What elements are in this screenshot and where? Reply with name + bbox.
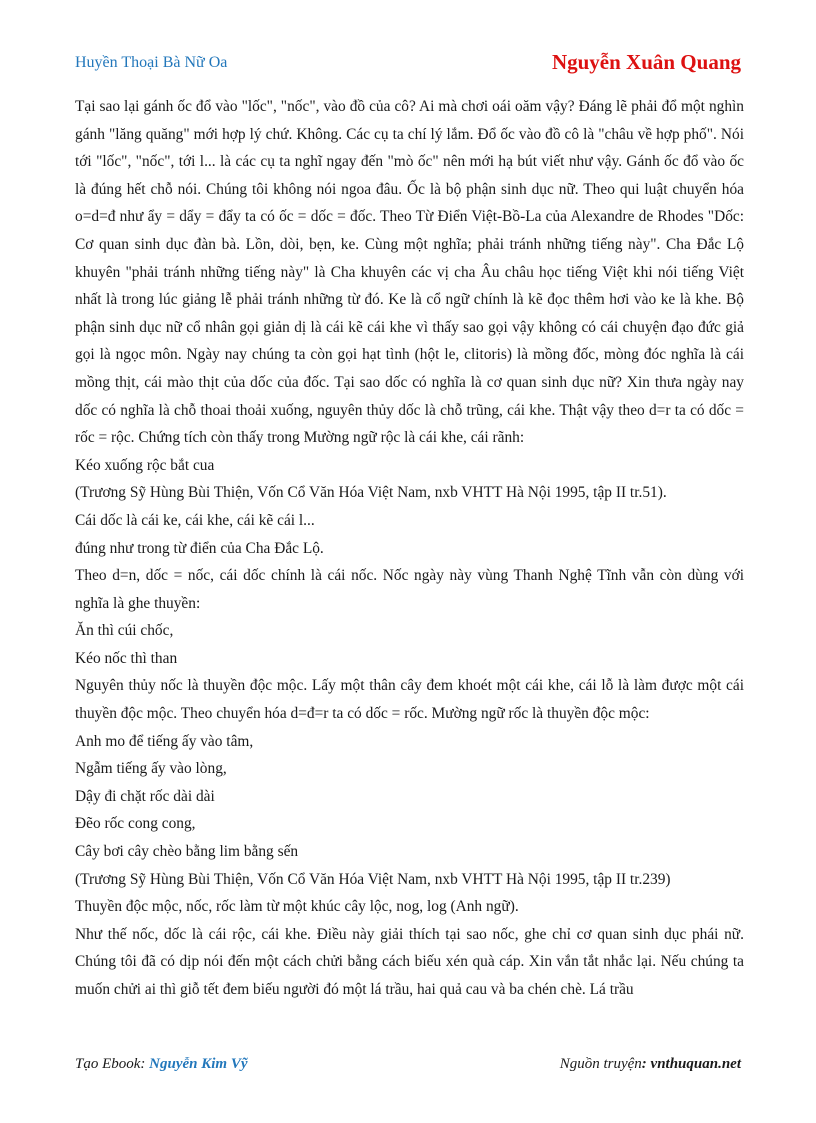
paragraph: Như thế nốc, dốc là cái rộc, cái khe. Điều này giải thích tại sao nốc, ghe chỉ cơ quan sinh dục phái nữ. Chúng tôi đã có dịp nói đến một cách chửi bằng cách biếu xén quà cáp. Xin vắn tắt nhắc lại. Nếu chúng ta muốn chửi ai thì giỗ tết đem biếu người đó một lá trầu, hai quả cau và ba chén chè. Lá trầu [75,925,744,998]
source-site: vnthuquan.net [650,1056,741,1072]
ebook-label: Tạo Ebook [75,1056,141,1072]
source-credit [560,1056,741,1073]
source-sep: : [641,1056,651,1072]
page-footer [75,1056,741,1078]
author-name: Nguyễn Xuân Quang [551,50,741,74]
ebook-credit [75,1056,248,1073]
citation: (Trương Sỹ Hùng Bùi Thiện, Vốn Cổ Văn Hóa Việt Nam, nxb VHTT Hà Nội 1995, tập II tr.239) [75,870,671,888]
verse-line: Cây bơi cây chèo bằng lim bằng sến [75,843,299,861]
paragraph: đúng như trong từ điển của Cha Đắc Lộ. [75,539,324,557]
book-title: Huyền Thoại Bà Nữ Oa [75,54,228,71]
page-header [75,50,741,74]
paragraph: Tại sao lại gánh ốc đổ vào "lốc", "nốc", vào đồ của cô? Ai mà chơi oái oăm vậy? Đáng lẽ phải đổ một nghìn gánh "lăng quăng" mới hợp lý chứ. Không. Các cụ ta chí lý lắm. Đổ ốc vào đồ cô là "châu về hợp phố". Nói tới "lốc", "nốc", tới l... là các cụ ta nghĩ ngay đến "mò ốc" nên mới hạ bút viết như vậy. Gánh ốc đổ vào ốc là đúng hết chỗ nói. Chúng tôi không nói ngoa đâu. Ốc là bộ phận sinh dục nữ. Theo qui luật chuyển hóa o=d=đ như ẩy = dẩy = đẩy ta có ốc = dốc = đốc. Theo Từ Điển Việt-Bồ-La của Alexandre de Rhodes "Dốc: Cơ quan sinh dục đàn bà. Lồn, dòi, bẹn, ke. Cùng một nghĩa; phải tránh những tiếng này". Cha Đắc Lộ khuyên "phải tránh những tiếng này" là Cha khuyên các vị cha Âu châu học tiếng Việt khi nói tiếng Việt nhất là trong lúc giảng lễ phải tránh những từ đó. Ke là cổ ngữ chính là kẽ đọc thêm hơi vào ke là khe. Bộ phận sinh dục nữ cổ nhân gọi giản dị là cái kẽ cái khe vì thấy sao gọi vậy không có cái chuyện đạo đức giả gọi là ngọc môn. Ngày nay chúng ta còn gọi hạt tình (hột le, clitoris) là mồng đốc, mòng đóc nghĩa là cái mồng thịt, cái mào thịt của dốc của đốc. Tại sao dốc có nghĩa là cơ quan sinh dục nữ? Xin thưa ngày nay dốc có nghĩa là chỗ thoai thoải xuống, nguyên thủy dốc là chỗ trũng, cái khe. Thật vậy theo d=r ta có dốc = rốc = rộc. Chứng tích còn thấy trong Mường ngữ rộc là cái khe, cái rãnh: [75,98,744,447]
verse-line: Kéo xuống rộc bắt cua [75,456,215,474]
paragraph: Theo d=n, dốc = nốc, cái dốc chính là cái nốc. Nốc ngày này vùng Thanh Nghệ Tĩnh vẫn còn dùng với nghĩa là ghe thuyền: [75,567,744,612]
ebook-sep: : [140,1056,150,1072]
verse-line: Anh mo để tiếng ấy vào tâm, [75,732,254,750]
verse-line: Ăn thì cúi chốc, [75,622,174,640]
paragraph: Cái dốc là cái ke, cái khe, cái kẽ cái l... [75,511,315,529]
citation: (Trương Sỹ Hùng Bùi Thiện, Vốn Cổ Văn Hóa Việt Nam, nxb VHTT Hà Nội 1995, tập II tr.51). [75,484,667,502]
verse-line: Ngẫm tiếng ấy vào lòng, [75,760,227,778]
verse-line: Kéo nốc thì than [75,649,178,667]
verse-line: Dậy đi chặt rốc dài dài [75,787,215,805]
page-body [75,93,744,1004]
ebook-creator: Nguyễn Kim Vỹ [149,1056,248,1072]
paragraph: Nguyên thủy nốc là thuyền độc mộc. Lấy một thân cây đem khoét một cái khe, cái lỗ là làm được một cái thuyền độc mộc. Theo chuyển hóa d=đ=r ta có dốc = rốc. Mường ngữ rốc là thuyền độc mộc: [75,677,744,723]
paragraph: Thuyền độc mộc, nốc, rốc làm từ một khúc cây lộc, nog, log (Anh ngữ). [75,898,519,916]
verse-line: Đẽo rốc cong cong, [75,815,196,833]
source-label: Nguồn truyện [559,1056,642,1072]
